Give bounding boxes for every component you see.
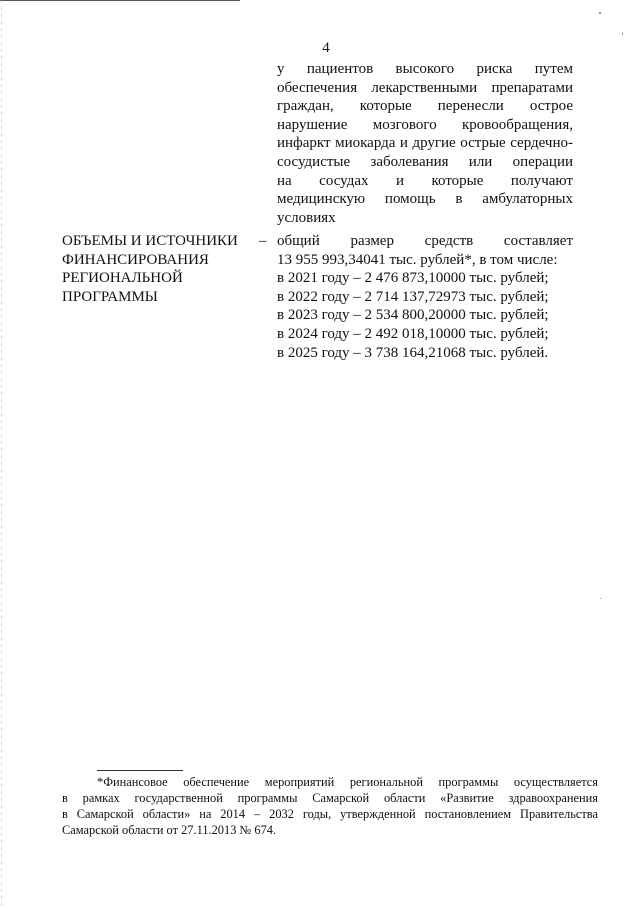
funding-amounts [277,232,573,362]
funding-label-line: ФИНАНСИРОВАНИЯ [62,251,209,268]
funding-line: в 2023 году – 2 534 800,20000 тыс. рублей; [277,307,549,324]
scan-speck [600,598,601,599]
footnote-separator [97,770,183,771]
intro-line: обеспечения лекарственными препаратами [277,79,573,96]
funding-line: в 2021 году – 2 476 873,10000 тыс. рублей; [277,270,549,287]
funding-label [62,232,262,306]
intro-line: сосудистые заболевания или операции [277,153,573,170]
footnote-line: *Финансовое обеспечение мероприятий региональной программы осуществляется [97,775,598,789]
intro-line: медицинскую помощь в амбулаторных [277,191,573,208]
scan-speck [599,12,601,14]
funding-line: в 2024 году – 2 492 018,10000 тыс. рублей; [277,325,549,342]
funding-label-line: ПРОГРАММЫ [62,288,158,305]
funding-label-line: РЕГИОНАЛЬНОЙ [62,270,183,287]
funding-line: общий размер средств составляет [277,233,573,249]
funding-dash: – [259,233,267,249]
intro-line: у пациентов высокого риска путем [277,61,573,77]
footnote-line: Самарской области от 27.11.2013 № 674. [62,823,277,837]
intro-line: на сосудах и которые получают [277,172,573,189]
scan-border-left [1,0,2,909]
intro-line: условиях [277,209,336,226]
intro-line: инфаркт миокарда и другие острые сердечно- [277,135,573,152]
intro-line: нарушение мозгового кровообращения, [277,116,573,133]
intro-text [277,60,573,227]
funding-line: в 2025 году – 3 738 164,21068 тыс. рублей. [277,344,549,361]
funding-line: в 2022 году – 2 714 137,72973 тыс. рублей; [277,288,549,305]
funding-line: 13 955 993,34041 тыс. рублей*, в том числе: [277,251,558,268]
scan-speck [622,33,623,35]
page-number: 4 [322,40,330,56]
funding-label-line: ОБЪЕМЫ И ИСТОЧНИКИ [62,233,238,249]
intro-line: граждан, которые перенесли острое [277,98,573,115]
footnote-line: в Самарской области» на 2014 – 2032 годы, утвержденной постановлением Правительства [62,807,598,821]
footnote [62,774,598,838]
scan-border-top [0,0,240,1]
footnote-line: в рамках государственной программы Самарской области «Развитие здравоохранения [62,791,598,805]
